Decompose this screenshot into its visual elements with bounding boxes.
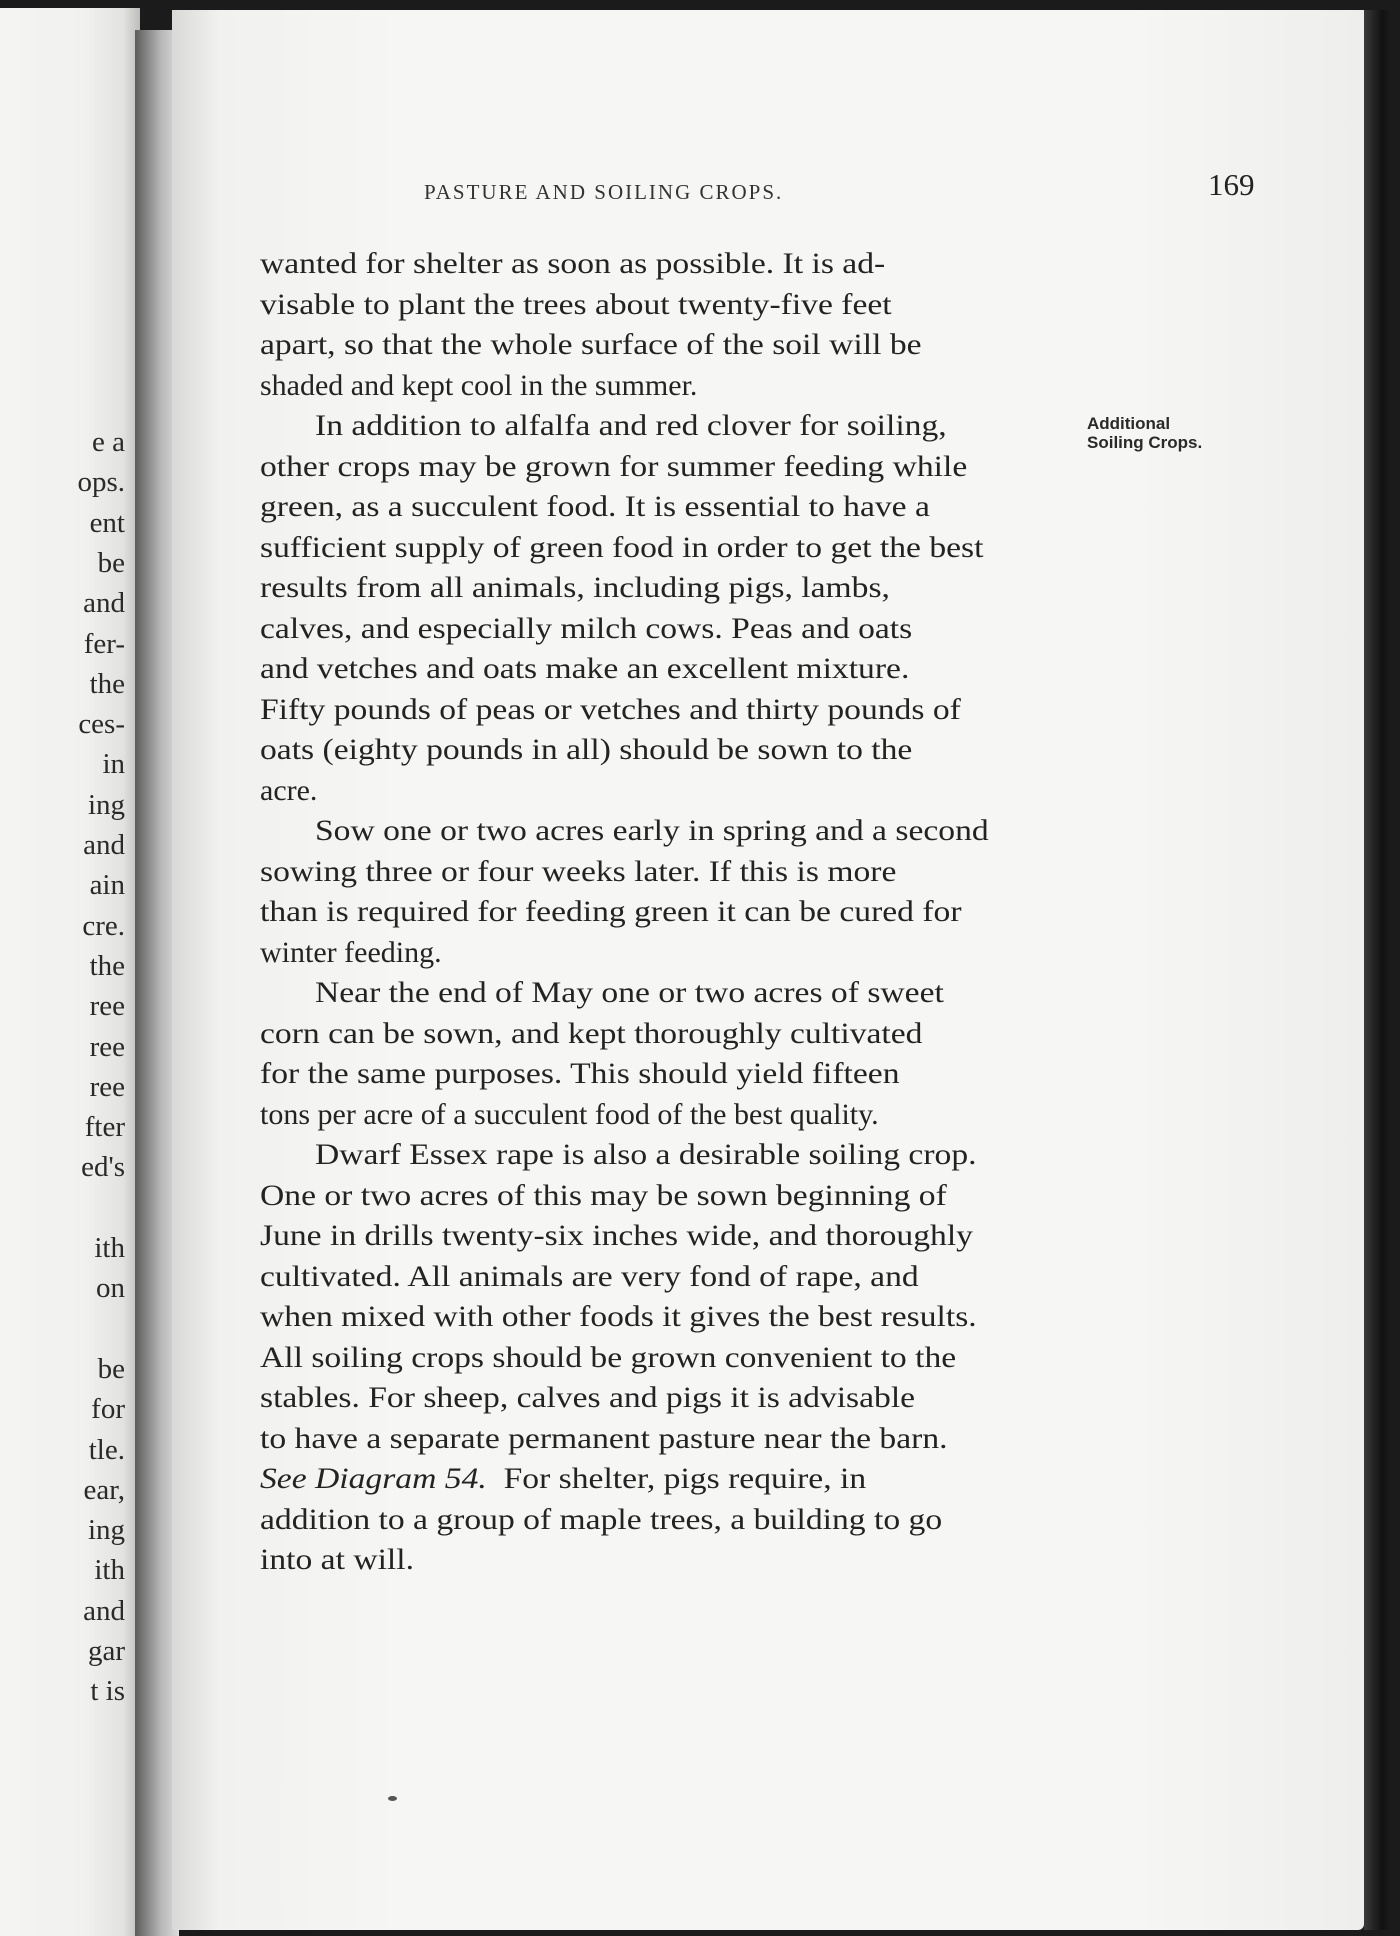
text-line: sufficient supply of green food in order to get the best [260,530,984,564]
facing-page-line: the [89,667,125,700]
text-line: apart, so that the whole surface of the soil will be [260,328,922,361]
facing-page-line: tle. [88,1433,125,1466]
text-line-with-diagram-reference [260,1462,866,1496]
facing-page-line: ree [89,1030,125,1063]
margin-note-line: Soiling Crops. [1087,433,1203,452]
text-line: acre. [260,773,318,807]
text-line: tons per acre of a succulent food of the best quality. [260,1097,879,1131]
facing-page-line: ree [89,1070,125,1103]
text-line: stables. For sheep, calves and pigs it is advisable [260,1381,916,1414]
facing-page-line: ing [87,1514,125,1547]
facing-page-line: in [102,748,125,781]
text-line: Sow one or two acres early in spring and a second [315,814,989,847]
facing-page-line: ces- [78,708,125,741]
facing-page-line: ent [89,506,125,539]
text-fragment: For shelter, pigs require, in [503,1462,867,1495]
text-line: for the same purposes. This should yield fifteen [260,1057,900,1090]
text-line: winter feeding. [260,935,442,969]
text-line: and vetches and oats make an excellent mixture. [260,652,910,685]
text-line: green, as a succulent food. It is essential to have a [260,490,930,523]
text-line: other crops may be grown for summer feeding while [260,449,968,483]
facing-page-line: and [83,1594,125,1627]
text-line: when mixed with other foods it gives the best results. [260,1300,977,1333]
facing-page-line: ree [89,990,125,1023]
facing-page-line: be [97,546,125,579]
text-line: Fifty pounds of peas or vetches and thirty pounds of [260,692,961,726]
facing-page-line: on [96,1272,125,1305]
text-line: sowing three or four weeks later. If this is more [260,854,897,888]
facing-page-line: gar [87,1635,125,1667]
text-line: cultivated. All animals are very fond of rape, and [260,1259,919,1293]
facing-page-line: ain [89,869,125,902]
text-line: calves, and especially milch cows. Peas and oats [260,611,913,645]
margin-note [1087,414,1202,452]
text-line: addition to a group of maple trees, a building to go [260,1502,943,1536]
facing-page-line: ith [94,1554,125,1587]
facing-page-line: the [89,949,125,982]
text-line: corn can be sown, and kept thoroughly cultivated [260,1016,923,1050]
running-head: PASTURE AND SOILING CROPS. [424,180,784,204]
text-line: to have a separate permanent pasture near the barn. [260,1421,948,1455]
diagram-reference: See Diagram 54. [260,1462,487,1495]
facing-page-line: cre. [82,909,125,942]
facing-page-line: fter [84,1111,125,1144]
facing-page-line: be [97,1352,125,1385]
text-line: shaded and kept cool in the summer. [260,368,698,402]
facing-page-line: and [83,587,125,620]
margin-note-line: Additional [1087,414,1171,433]
text-line: oats (eighty pounds in all) should be sown to the [260,733,913,766]
facing-page-line: and [83,829,125,861]
facing-page-left [0,8,140,1936]
text-line: into at will. [260,1543,414,1576]
text-line: Near the end of May one or two acres of sweet [315,976,944,1009]
facing-page-line: e a [92,426,125,458]
page-number: 169 [1208,167,1255,202]
text-line: wanted for shelter as soon as possible. It is ad- [260,247,886,280]
facing-page-line: ear, [83,1473,125,1506]
facing-page-line: t is [90,1675,125,1708]
page-edge-shadow [1364,10,1390,1930]
facing-page-line: for [91,1393,125,1426]
text-line: One or two acres of this may be sown beginning of [260,1178,947,1212]
text-line: In addition to alfalfa and red clover for soiling, [315,409,947,442]
facing-page-line: ed's [81,1151,125,1184]
text-line: Dwarf Essex rape is also a desirable soiling crop. [315,1138,977,1171]
text-line: All soiling crops should be grown convenient to the [260,1340,957,1374]
facing-page-line: ops. [77,466,125,499]
facing-page-line: ing [87,788,125,821]
text-line: visable to plant the trees about twenty-five feet [260,287,892,321]
print-speck [388,1796,397,1801]
facing-page-line: ith [94,1232,125,1264]
text-line: results from all animals, including pigs, lambs, [260,571,890,604]
text-line: than is required for feeding green it can be cured for [260,895,962,928]
text-line: June in drills twenty-six inches wide, and thoroughly [260,1219,973,1252]
facing-page-line: fer- [83,627,125,660]
